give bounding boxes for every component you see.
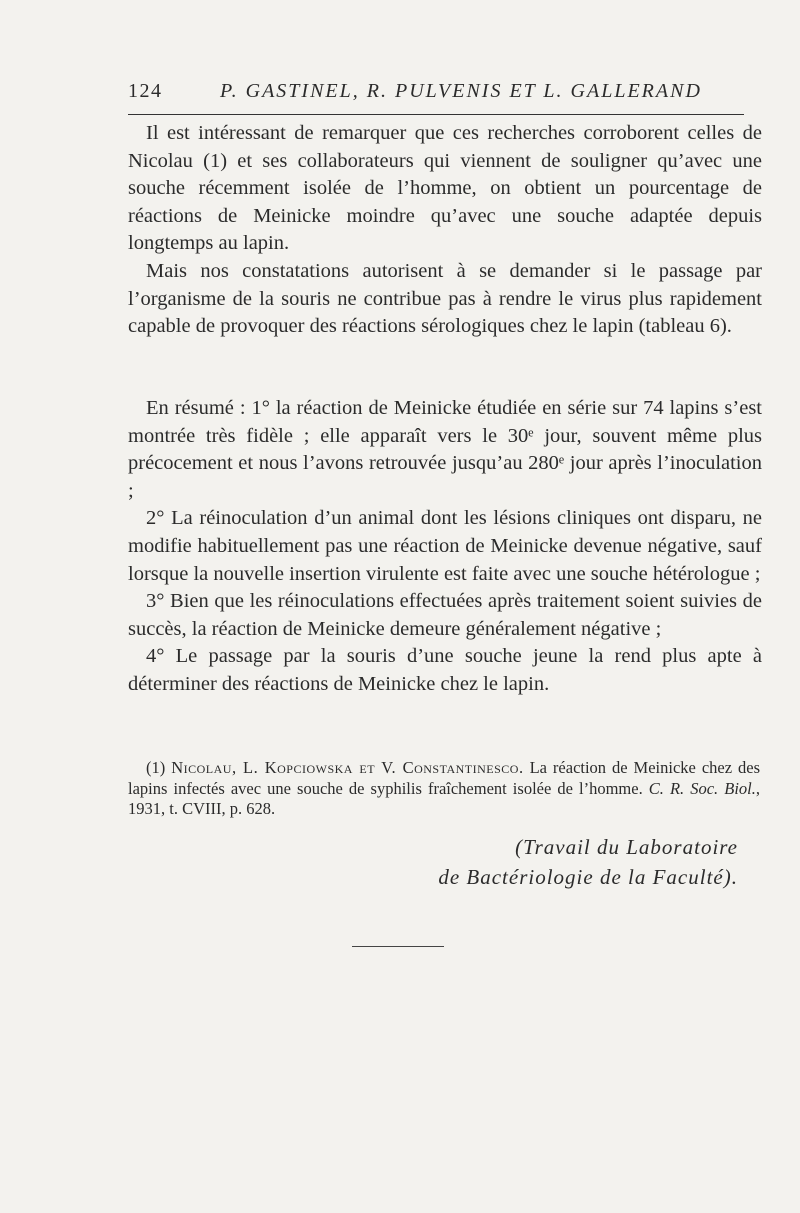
paragraph-nicolau: Il est intéressant de remarquer que ces recherches corroborent celles de Nicolau (1) et ses collaborateurs qui viennent de souligner qu’avec une souche récemment isolée de l’homme, on obtient un pourcentage de réactions de Meinicke moindre qu’avec une souche adaptée depuis longtemps au lapin.	[128, 122, 762, 255]
footnote-text: La réaction de Meinicke chez des lapins infectés avec une souche de syphilis fraîchement isolée de l’homme.	[128, 758, 760, 798]
body-block-discussion	[128, 120, 762, 341]
footnote-journal: C. R. Soc. Biol.	[648, 778, 756, 798]
paragraph-point-3: 3° Bien que les réinoculations effectuées après traitement soient suivies de succès, la réaction de Meinicke demeure généralement négative ;	[128, 590, 762, 640]
paragraph-point-4: 4° Le passage par la souris d’une souche jeune la rend plus apte à déterminer des réactions de Meinicke chez le lapin.	[128, 645, 762, 695]
running-title: P. GASTINEL, R. PULVENIS ET L. GALLERAND	[220, 80, 702, 102]
running-head	[128, 80, 744, 110]
end-rule	[352, 946, 444, 947]
signature-line-2: de Bactériologie de la Faculté).	[438, 865, 738, 889]
paragraph-passage-souris: Mais nos constatations autorisent à se demander si le passage par l’organisme de la souris ne contribue pas à rendre le virus plus rapidement capable de provoquer des réactions sérologiques chez le lapin (tableau 6).	[128, 259, 762, 338]
paragraph-point-2: 2° La réinoculation d’un animal dont les lésions cliniques ont disparu, ne modifie habituellement pas une réaction de Meinicke devenue négative, sauf lorsque la nouvelle insertion virulente est faite avec une souche hétérologue ;	[128, 507, 762, 585]
laboratory-signature	[438, 832, 738, 892]
footnote	[128, 758, 760, 820]
paragraph-resume: En résumé : 1° la réaction de Meinicke étudiée en série sur 74 lapins s’est montrée très fidèle ; elle apparaît vers le 30ᵉ jour, souvent même plus précocement et nous l’avons retrouvée jusqu’au 280ᵉ jour après l’inoculation ;	[128, 397, 762, 502]
header-rule	[128, 114, 744, 115]
footnote-citation: , 1931, t. CVIII, p. 628.	[128, 778, 760, 818]
signature-line-1: (Travail du Laboratoire	[515, 835, 738, 859]
page-number: 124	[128, 80, 163, 102]
footnote-authors: Nicolau, L. Kopciowska et V. Constantinesco.	[171, 758, 524, 777]
body-block-resume	[128, 395, 762, 699]
footnote-marker: (1)	[146, 758, 172, 777]
